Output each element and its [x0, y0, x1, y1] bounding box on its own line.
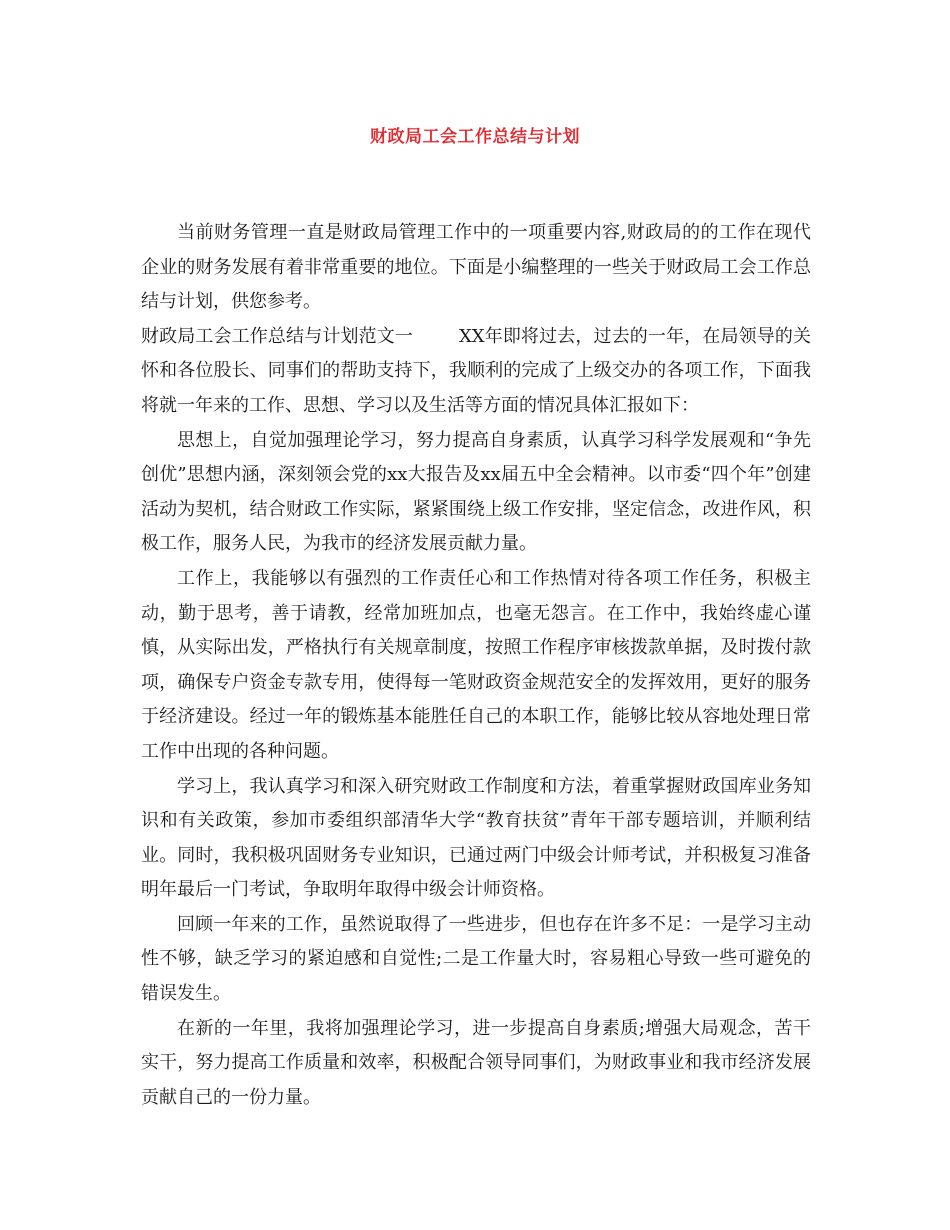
- paragraph-work: 工作上，我能够以有强烈的工作责任心和工作热情对待各项工作任务，积极主动，勤于思考，善于请教，经常加班加点，也毫无怨言。在工作中，我始终虚心谨慎，从实际出发，严格执行有关规章制度，按照工作程序审核拨款单据，及时拨付款项，确保专户资金专款专用，使得每一笔财政资金规范安全的发挥效用，更好的服务于经济建设。经过一年的锻炼基本能胜任自己的本职工作，能够比较从容地处理日常工作中出现的各种问题。: [141, 567, 811, 762]
- intro-paragraph: 当前财务管理一直是财政局管理工作中的一项重要内容,财政局的的工作在现代企业的财务发展有着非常重要的地位。下面是小编整理的一些关于财政局工会工作总结与计划，供您参考。: [141, 222, 811, 313]
- section-text: XX年即将过去，过去的一年，在局领导的关怀和各位股长、同事们的帮助支持下，我顺利的完成了上级交办的各项工作，下面我将就一年来的工作、思想、学习以及生活等方面的情况具体汇报如下：: [141, 325, 811, 416]
- section-paragraph: [141, 320, 811, 424]
- document-body: [141, 216, 811, 1115]
- section-label: 财政局工会工作总结与计划范文一: [141, 325, 413, 347]
- paragraph-thought: 思想上，自觉加强理论学习，努力提高自身素质，认真学习科学发展观和“争先创优”思想内涵，深刻领会党的xx大报告及xx届五中全会精神。以市委“四个年”创建活动为契机，结合财政工作实际，紧紧围绕上级工作安排，坚定信念，改进作风，积极工作，服务人民，为我市的经济发展贡献力量。: [141, 429, 811, 555]
- paragraph-study: 学习上，我认真学习和深入研究财政工作制度和方法，着重掌握财政国库业务知识和有关政策，参加市委组织部清华大学“教育扶贫”青年干部专题培训，并顺利结业。同时，我积极巩固财务专业知识，已通过两门中级会计师考试，并积极复习准备明年最后一门考试，争取明年取得中级会计师资格。: [141, 775, 811, 901]
- document-title: 财政局工会工作总结与计划: [370, 127, 580, 147]
- paragraph-review: 回顾一年来的工作，虽然说取得了一些进步，但也存在许多不足：一是学习主动性不够，缺乏学习的紧迫感和自觉性;二是工作量大时，容易粗心导致一些可避免的错误发生。: [141, 913, 811, 1005]
- paragraph-plan: 在新的一年里，我将加强理论学习，进一步提高自身素质;增强大局观念，苦干实干，努力提高工作质量和效率，积极配合领导同事们，为财政事业和我市经济发展贡献自己的一份力量。: [141, 1017, 811, 1108]
